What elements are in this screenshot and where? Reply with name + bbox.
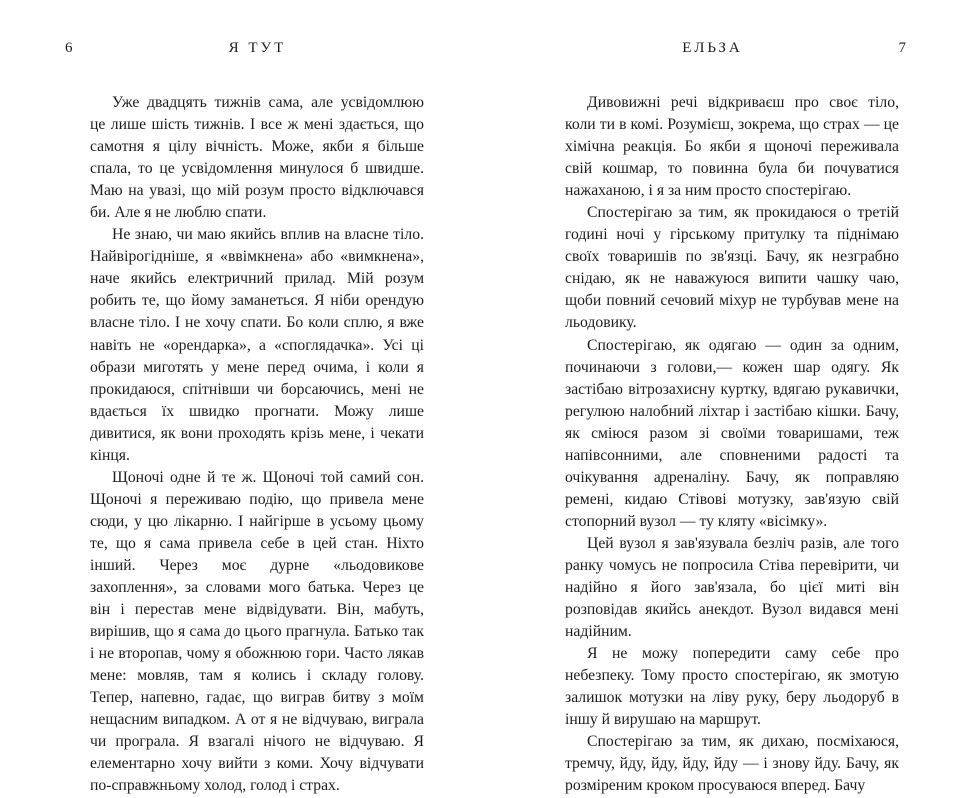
paragraph: Спостерігаю за тим, як прокидаюся о третій годині ночі у гірському притулку та піднімаю своїх товаришів по зв'язці. Бачу, як незграбно снідаю, як не наважуюся випити чашку чаю, щоби повний сечовий міхур не турбував мене на льодовику. [565,204,899,332]
paragraph: Не знаю, чи маю якийсь вплив на власне тіло. Найвірогідніше, я «ввімкнена» або «вимкнена», наче якийсь електричний прилад. Мій розум робить те, що йому заманеться. Я ніби орендую власне тіло. І не хочу спати. Бо коли сплю, я вже навіть не «орендарка», а «споглядачка». Усі ці образи миготять у мене перед очима, і коли я прокидаюся, спітнівши чи борсаючись, мені не вдається їх швидко прогнати. Можу лише дивитися, як вони проходять крізь мене, і чекати кінця. [90,226,424,464]
right-page-text [565,92,899,798]
page-number: 6 [65,40,74,56]
right-page-header [485,40,970,60]
paragraph: Дивовижні речі відкриваєш про своє тіло, коли ти в комі. Розумієш, зокрема, що страх — це хімічна реакція. Бо якби я щоночі переживала свій кошмар, то повинна була би почуватися нажаханою, і я за ним просто спостерігаю. [565,94,899,200]
paragraph: Цей вузол я зав'язувала безліч разів, але того ранку чомусь не попросила Стіва перевірити, чи надійно я його зав'язала, бо цієї миті він розповідав якийсь анекдот. Вузол видався мені надійним. [565,534,899,641]
paragraph: Щоночі одне й те ж. Щоночі той самий сон. Щоночі я переживаю подію, що привела мене сюди, у цю лікарню. І найгірше в усьому цьому те, що я сама привела себе в цей стан. Ніхто інший. Через моє дурне «льодовикове захоплення», за словами мого батька. Через це він і перестав мене відвідувати. Він, мабуть, вирішив, що я сама до цього прагнула. Батько так і не второпав, чому я обожнюю гори. Часто лякав мене: мовляв, там я колись і складу голову. Тепер, напевно, гадає, що виграв битву з моїм нещасним випадком. А от я не відчуваю, виграла чи програла. Я взагалі нічого не відчуваю. Я елементарно хочу вийти з коми. Хочу відчувати по-справжньому холод, голод і страх. [90,468,424,795]
left-page [0,0,485,795]
paragraph: Уже двадцять тижнів сама, але усвідомлюю це лише шість тижнів. І все ж мені здається, що самотня я цілу вічність. Може, якби я більше спала, то це усвідомлення минулося б швидше. Маю на увазі, що мій розум просто відключався би. Але я не люблю спати. [90,94,424,222]
paragraph: Я не можу попередити саму себе про небезпеку. Тому просто спостерігаю, як змотую залишок мотузки на ліву руку, беру льодоруб в іншу й вирушаю на маршрут. [565,645,899,729]
running-head: ЕЛЬЗА [682,40,743,56]
left-page-text [90,92,424,798]
page-number: 7 [898,40,907,56]
running-head: Я ТУТ [228,40,287,56]
right-page [485,0,970,795]
paragraph: Спостерігаю за тим, як дихаю, посміхаюся, тремчу, йду, йду, йду, йду — і знову йду. Бачу, як розміреним кроком просуваюся вперед. Бачу [565,733,899,795]
left-page-header [0,40,485,60]
paragraph: Спостерігаю, як одягаю — один за одним, починаючи з голови,— кожен шар одягу. Як застібаю вітрозахисну куртку, вдягаю рукавички, регулюю налобний ліхтар і застібаю кішки. Бачу, як сміюся разом зі своїми товаришами, теж напівсонними, але сповненими радості та очікування адреналіну. Бачу, як поправляю ремені, кидаю Стівові мотузку, зав'язую свій стопорний вузол — ту кляту «вісімку». [565,336,899,530]
